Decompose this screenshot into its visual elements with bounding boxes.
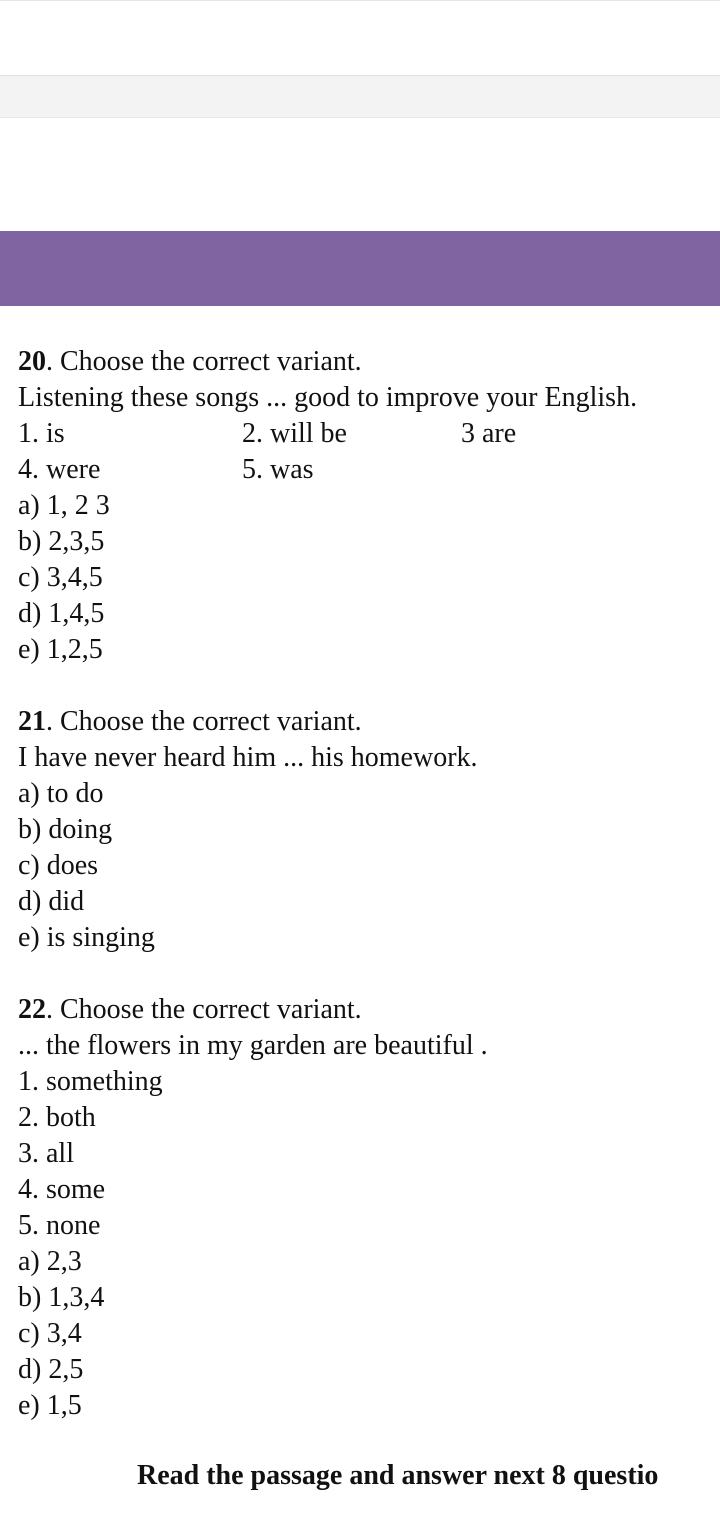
passage-instruction-heading: Read the passage and answer next 8 questio: [137, 1460, 659, 1491]
question-20-sentence: Listening these songs ... good to improve your English.: [18, 382, 638, 413]
question-prompt: . Choose the correct variant.: [46, 706, 362, 737]
spacer: [18, 668, 720, 704]
answer-a: a) 2,3: [18, 1246, 82, 1277]
option-3: 3. all: [18, 1138, 74, 1169]
answer-a: a) to do: [18, 778, 104, 809]
question-21-heading: [18, 704, 720, 740]
answer-c: c) 3,4: [18, 1318, 82, 1349]
answer-d: d) did: [18, 886, 85, 917]
option-4: 4. were: [18, 454, 101, 485]
answer-d: d) 1,4,5: [18, 598, 105, 629]
purple-banner: [0, 231, 720, 306]
quiz-document: [18, 344, 720, 1424]
question-20-heading: [18, 344, 720, 380]
option-2: 2. both: [18, 1102, 96, 1133]
top-divider: [0, 0, 720, 1]
answer-c: c) does: [18, 850, 99, 881]
option-1: 1. something: [18, 1066, 163, 1097]
question-number: 21: [18, 706, 46, 737]
question-22-heading: [18, 992, 720, 1028]
question-prompt: . Choose the correct variant.: [46, 346, 362, 377]
option-2: 2. will be: [242, 418, 347, 449]
option-1: 1. is: [18, 418, 65, 449]
answer-b: b) doing: [18, 814, 113, 845]
question-20-options-row-2: [18, 452, 720, 488]
question-21-sentence: I have never heard him ... his homework.: [18, 742, 478, 773]
answer-e: e) 1,5: [18, 1390, 82, 1421]
answer-c: c) 3,4,5: [18, 562, 103, 593]
option-5: 5. was: [242, 454, 314, 485]
answer-b: b) 1,3,4: [18, 1282, 105, 1313]
question-number: 20: [18, 346, 46, 377]
question-20-options-row-1: [18, 416, 720, 452]
answer-e: e) is singing: [18, 922, 155, 953]
option-4: 4. some: [18, 1174, 106, 1205]
answer-a: a) 1, 2 3: [18, 490, 110, 521]
option-3: 3 are: [461, 418, 517, 449]
answer-e: e) 1,2,5: [18, 634, 103, 665]
spacer: [18, 956, 720, 992]
answer-b: b) 2,3,5: [18, 526, 105, 557]
option-5: 5. none: [18, 1210, 101, 1241]
grey-header-band: [0, 75, 720, 118]
question-22-sentence: ... the flowers in my garden are beautiful .: [18, 1030, 488, 1061]
question-number: 22: [18, 994, 46, 1025]
question-prompt: . Choose the correct variant.: [46, 994, 362, 1025]
answer-d: d) 2,5: [18, 1354, 84, 1385]
